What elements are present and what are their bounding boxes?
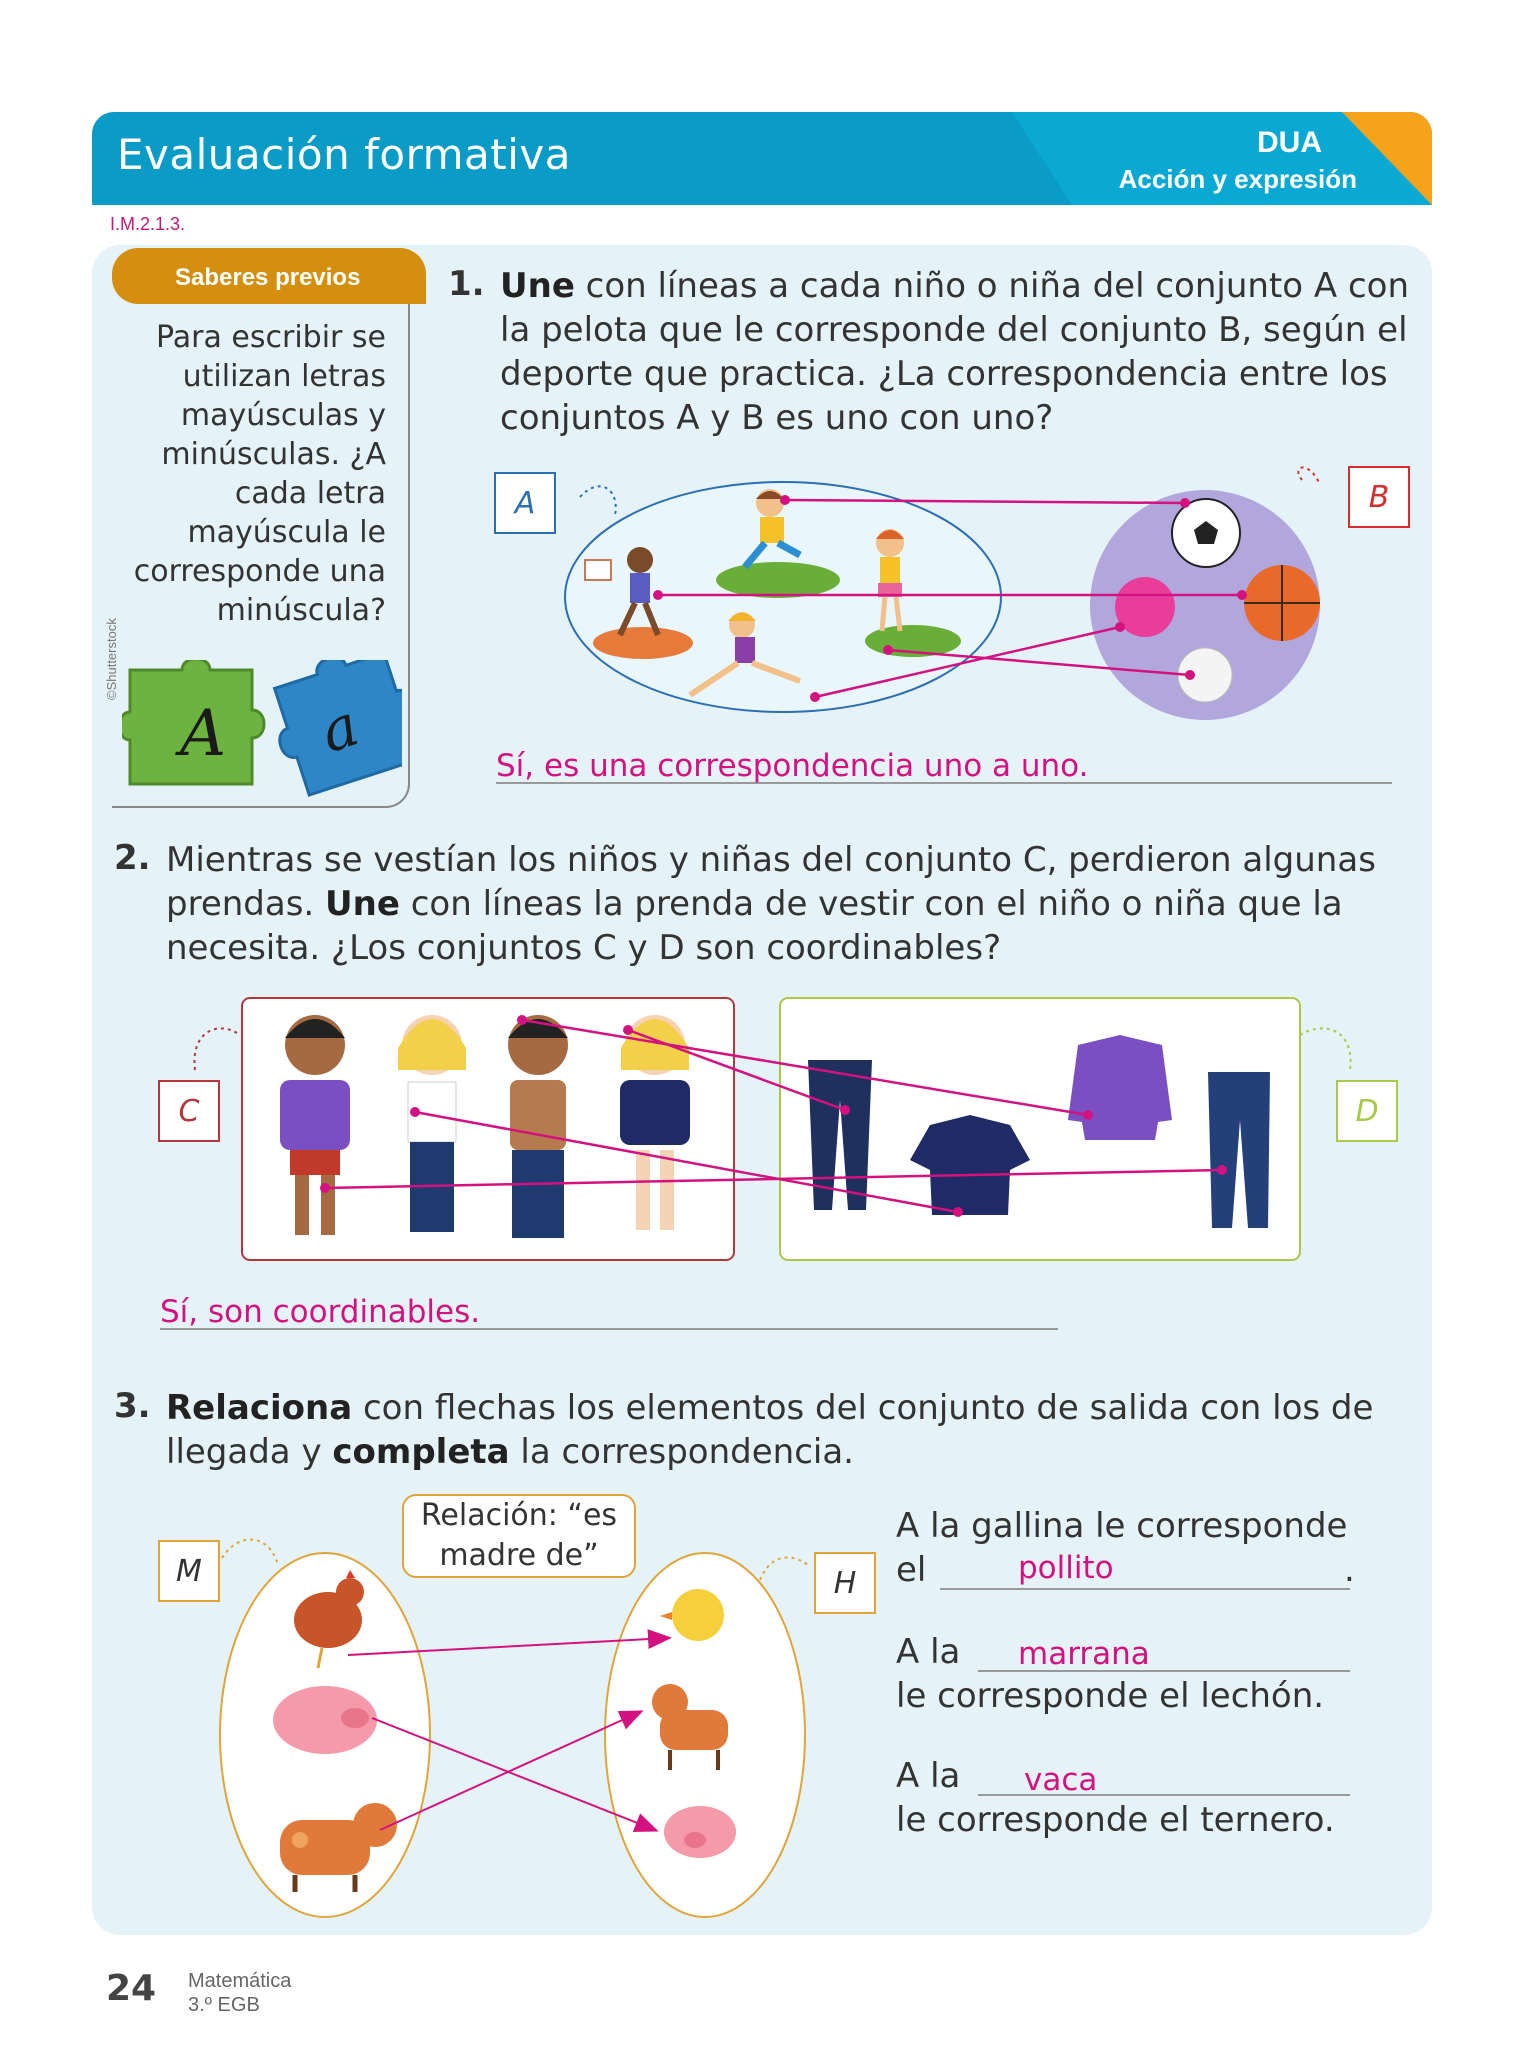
q3-answer-3: vaca bbox=[1024, 1762, 1098, 1798]
footer-subject: Matemática bbox=[188, 1970, 292, 1992]
q1-sets-diagram bbox=[480, 455, 1370, 720]
indicator-code: I.M.2.1.3. bbox=[110, 214, 186, 234]
piglet-icon bbox=[664, 1806, 736, 1858]
q1-instruction: con líneas a cada niño o niña del conjunto A con la pelota que le corresponde del conjunto B, según el deporte que practica. ¿La correspondencia entre los conjuntos A y B es uno con uno? bbox=[500, 266, 1409, 438]
q2-bold: Une bbox=[325, 884, 400, 924]
q2-instruction-b: con líneas la prenda de vestir con el niño o niña que la necesita. ¿Los conjuntos C y D son coordinables? bbox=[166, 884, 1343, 968]
q1-text bbox=[500, 264, 1420, 440]
saberes-text: Para escribir se utilizan letras mayúsculas y minúsculas. ¿A cada letra mayúscula le corresponde una minúscula? bbox=[133, 320, 386, 628]
q1-bold: Une bbox=[500, 266, 575, 306]
set-d-label: D bbox=[1336, 1080, 1398, 1142]
image-credit: ©Shutterstock bbox=[104, 618, 119, 700]
q3-sentence-1a: A la gallina le corresponde bbox=[896, 1506, 1348, 1546]
soccer-ball-icon bbox=[1172, 499, 1240, 567]
q3-instruction-b: la correspondencia. bbox=[509, 1432, 854, 1472]
puzzle-image bbox=[122, 660, 402, 810]
q3-sentence-3a: A la bbox=[896, 1756, 961, 1796]
q3-answer-2: marrana bbox=[1018, 1636, 1150, 1672]
green-puzzle-icon bbox=[122, 660, 264, 784]
set-h-label: H bbox=[814, 1552, 876, 1614]
set-b-label: B bbox=[1348, 466, 1410, 528]
puzzle-lower-letter: a bbox=[312, 690, 367, 767]
q3-sentence-2a: A la bbox=[896, 1632, 961, 1672]
q3-sentence-3b: le corresponde el ternero. bbox=[896, 1800, 1335, 1840]
puzzle-upper-letter: A bbox=[180, 697, 227, 771]
q3-text bbox=[166, 1386, 1416, 1474]
relation-box: Relación: “es madre de” bbox=[402, 1494, 636, 1578]
q3-sentence-2b: le corresponde el lechón. bbox=[896, 1676, 1325, 1716]
basketball-icon bbox=[1244, 565, 1320, 641]
pig-icon bbox=[273, 1686, 377, 1754]
q3-blank-1[interactable] bbox=[940, 1550, 1350, 1590]
section-header bbox=[92, 112, 1432, 205]
q1-number: 1. bbox=[448, 264, 485, 304]
q3-sentence-1b: el bbox=[896, 1550, 927, 1590]
saberes-label: Saberes previos bbox=[175, 264, 361, 291]
dua-title: DUA bbox=[1257, 126, 1322, 159]
q3-bold-1: Relaciona bbox=[166, 1388, 353, 1428]
q3-sentence-1-end: . bbox=[1344, 1550, 1355, 1590]
footer-grade: 3.º EGB bbox=[188, 1994, 260, 2016]
boy-missing-shirt-icon bbox=[508, 1015, 568, 1238]
q3-sets-diagram bbox=[150, 1520, 870, 1920]
q2-sets-diagram bbox=[150, 990, 1400, 1265]
q3-answer-1: pollito bbox=[1018, 1550, 1114, 1586]
q3-bold-2: completa bbox=[332, 1432, 510, 1472]
set-c-label: C bbox=[158, 1080, 220, 1142]
q2-instruction-a: Mientras se vestían los niños y niñas del conjunto C, perdieron algunas prendas. bbox=[166, 840, 1376, 924]
q2-text bbox=[166, 838, 1416, 970]
set-a-label: A bbox=[494, 472, 556, 534]
dua-subtitle: Acción y expresión bbox=[1118, 164, 1357, 194]
set-m-label: M bbox=[158, 1540, 220, 1602]
blue-puzzle-icon bbox=[259, 660, 402, 799]
q2-number: 2. bbox=[114, 838, 151, 878]
q3-number: 3. bbox=[114, 1386, 151, 1426]
q1-answer: Sí, es una correspondencia uno a uno. bbox=[496, 748, 1089, 784]
section-title: Evaluación formativa bbox=[117, 130, 571, 179]
page-number: 24 bbox=[106, 1968, 157, 2009]
jacket-icon bbox=[1068, 1035, 1172, 1140]
q2-answer: Sí, son coordinables. bbox=[160, 1294, 481, 1330]
q3-instruction-a: con flechas los elementos del conjunto de salida con los de llegada y bbox=[166, 1388, 1374, 1472]
